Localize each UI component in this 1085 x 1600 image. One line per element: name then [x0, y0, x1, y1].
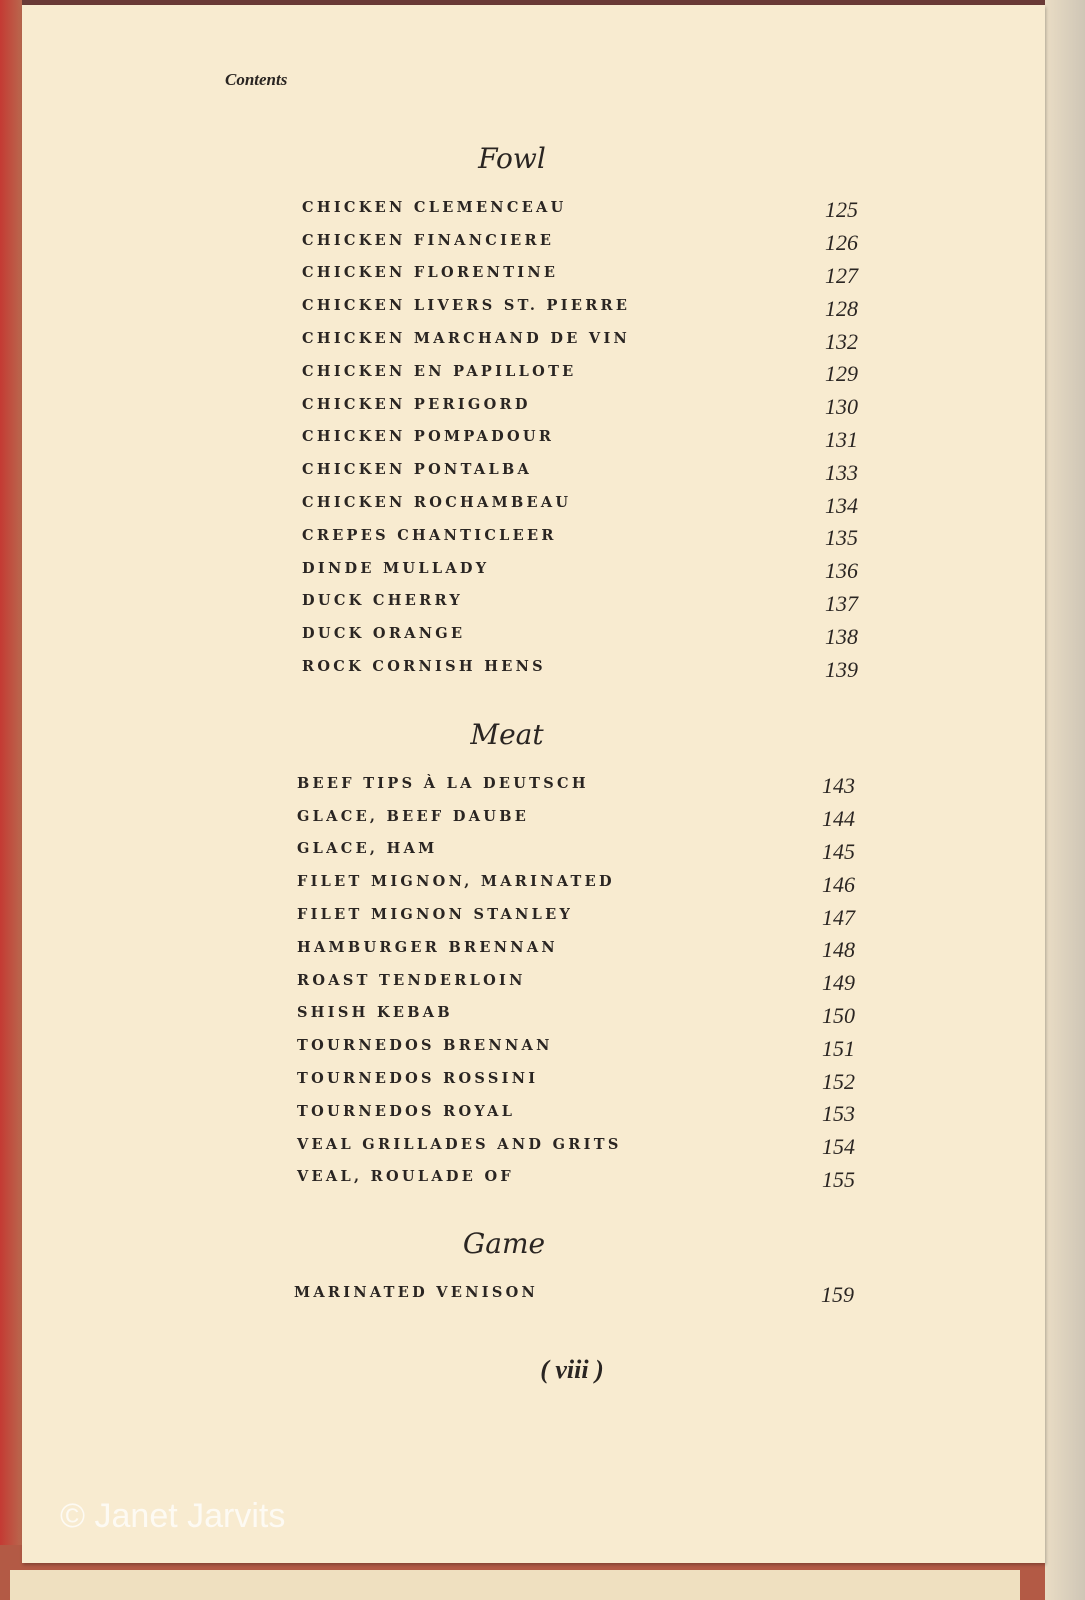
contents-entry [302, 519, 858, 552]
entry-title: FILET MIGNON STANLEY [297, 906, 574, 924]
contents-entry [302, 289, 858, 322]
running-head: Contents [225, 70, 288, 89]
entry-title: DUCK CHERRY [302, 592, 464, 610]
entry-page-number: 149 [822, 970, 855, 996]
section-title-meat: Meat [470, 718, 544, 751]
entry-title: BEEF TIPS À LA DEUTSCH [297, 774, 589, 792]
entry-page-number: 144 [822, 806, 855, 832]
entry-title: ROAST TENDERLOIN [297, 971, 526, 989]
entry-page-number: 155 [822, 1166, 855, 1192]
contents-entry [297, 1062, 855, 1095]
meat-list [297, 767, 855, 1193]
contents-entry [297, 800, 855, 833]
entry-page-number: 128 [825, 295, 858, 321]
entry-title: CHICKEN FLORENTINE [302, 264, 559, 282]
contents-entry [297, 1029, 855, 1062]
entry-title: VEAL GRILLADES AND GRITS [297, 1135, 622, 1153]
entry-title: CHICKEN POMPADOUR [302, 428, 555, 446]
underlying-page [10, 1570, 1020, 1600]
contents-entry [302, 453, 858, 486]
contents-entry [297, 833, 855, 866]
game-list [294, 1276, 854, 1309]
entry-page-number: 159 [821, 1282, 854, 1308]
entry-page-number: 134 [825, 492, 858, 518]
contents-entry [297, 767, 855, 800]
contents-entry [294, 1276, 854, 1309]
entry-page-number: 143 [822, 773, 855, 799]
contents-entry [302, 650, 858, 683]
entry-title: GLACE, BEEF DAUBE [297, 807, 530, 825]
entry-title: CHICKEN MARCHAND DE VIN [302, 330, 631, 348]
entry-page-number: 139 [825, 656, 858, 682]
entry-title: SHISH KEBAB [297, 1004, 453, 1022]
entry-title: TOURNEDOS ROSSINI [297, 1070, 539, 1088]
contents-entry [302, 388, 858, 421]
entry-page-number: 153 [822, 1101, 855, 1127]
entry-page-number: 132 [825, 328, 858, 354]
contents-entry [297, 964, 855, 997]
entry-title: CHICKEN EN PAPILLOTE [302, 362, 577, 380]
contents-entry [302, 617, 858, 650]
entry-title: CHICKEN ROCHAMBEAU [302, 494, 572, 512]
entry-title: CHICKEN PERIGORD [302, 395, 531, 413]
entry-page-number: 154 [822, 1134, 855, 1160]
entry-page-number: 151 [822, 1035, 855, 1061]
contents-entry [302, 421, 858, 454]
entry-page-number: 136 [825, 558, 858, 584]
entry-title: CHICKEN FINANCIERE [302, 231, 555, 249]
entry-page-number: 125 [825, 197, 858, 223]
contents-entry [297, 1095, 855, 1128]
entry-title: DUCK ORANGE [302, 625, 466, 643]
contents-page [22, 5, 1045, 1563]
watermark: © Janet Jarvits [60, 1497, 286, 1535]
contents-entry [302, 552, 858, 585]
contents-entry [302, 585, 858, 618]
contents-entry [302, 257, 858, 290]
entry-title: MARINATED VENISON [294, 1283, 539, 1301]
contents-entry [297, 997, 855, 1030]
entry-title: DINDE MULLADY [302, 559, 490, 577]
contents-entry [302, 224, 858, 257]
entry-page-number: 133 [825, 459, 858, 485]
page-folio: ( viii ) [540, 1355, 604, 1384]
entry-page-number: 126 [825, 230, 858, 256]
entry-page-number: 148 [822, 937, 855, 963]
entry-title: FILET MIGNON, MARINATED [297, 873, 615, 891]
entry-title: TOURNEDOS BRENNAN [297, 1037, 553, 1055]
entry-page-number: 152 [822, 1068, 855, 1094]
contents-entry [302, 355, 858, 388]
entry-title: ROCK CORNISH HENS [302, 658, 546, 676]
entry-title: GLACE, HAM [297, 840, 438, 858]
entry-page-number: 138 [825, 623, 858, 649]
entry-page-number: 131 [825, 426, 858, 452]
book-cover-edge [0, 0, 22, 1600]
entry-page-number: 145 [822, 838, 855, 864]
entry-title: VEAL, ROULADE OF [297, 1168, 515, 1186]
contents-entry [302, 322, 858, 355]
contents-entry [302, 191, 858, 224]
entry-page-number: 147 [822, 904, 855, 930]
entry-title: CHICKEN PONTALBA [302, 461, 533, 479]
section-title-fowl: Fowl [478, 142, 546, 175]
entry-page-number: 137 [825, 590, 858, 616]
contents-entry [297, 1161, 855, 1194]
entry-title: CHICKEN LIVERS ST. PIERRE [302, 297, 631, 315]
entry-title: CREPES CHANTICLEER [302, 526, 557, 544]
entry-title: CHICKEN CLEMENCEAU [302, 198, 567, 216]
fowl-list [302, 191, 858, 683]
contents-entry [302, 486, 858, 519]
page-gutter [1045, 0, 1085, 1600]
entry-title: HAMBURGER BRENNAN [297, 938, 558, 956]
contents-entry [297, 865, 855, 898]
contents-entry [297, 931, 855, 964]
entry-page-number: 130 [825, 394, 858, 420]
entry-page-number: 150 [822, 1002, 855, 1028]
entry-title: TOURNEDOS ROYAL [297, 1102, 516, 1120]
entry-page-number: 129 [825, 361, 858, 387]
entry-page-number: 135 [825, 525, 858, 551]
contents-entry [297, 898, 855, 931]
entry-page-number: 127 [825, 262, 858, 288]
entry-page-number: 146 [822, 871, 855, 897]
contents-entry [297, 1128, 855, 1161]
section-title-game: Game [462, 1227, 546, 1260]
